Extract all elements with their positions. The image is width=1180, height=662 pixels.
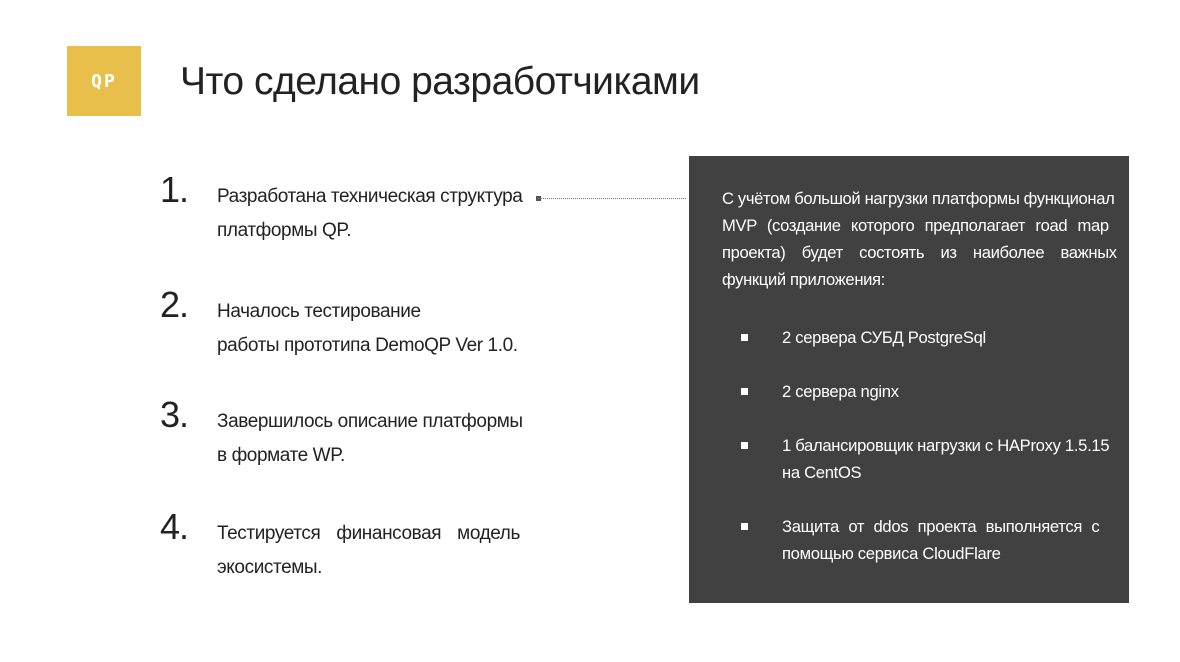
list-number: 1. xyxy=(160,169,189,210)
list-line: Завершилось описание платформы xyxy=(217,411,523,432)
mvp-info-panel xyxy=(689,156,1129,603)
square-bullet-icon xyxy=(741,442,748,449)
bullet-text xyxy=(782,432,1110,486)
square-bullet-icon xyxy=(741,523,748,530)
square-bullet-icon xyxy=(741,388,748,395)
panel-intro-line: функций приложения: xyxy=(722,270,885,289)
list-line: в формате WP. xyxy=(217,445,345,466)
list-number: 3. xyxy=(160,394,189,435)
list-word: модель xyxy=(457,523,520,544)
bullet-line: на CentOS xyxy=(782,463,862,482)
panel-intro-line: проекта) будет состоять из наиболее важных xyxy=(722,243,1117,262)
bullet-line: 1 балансировщик нагрузки с HAProxy 1.5.15 xyxy=(782,436,1110,455)
square-bullet-icon xyxy=(741,334,748,341)
list-word: финансовая xyxy=(336,523,442,544)
list-word: Тестируется xyxy=(217,523,321,544)
list-number: 2. xyxy=(160,284,189,325)
bullet-line: Защита от ddos проекта выполняется с xyxy=(782,517,1100,536)
page-title: Что сделано разработчиками xyxy=(180,60,700,103)
list-line-justified xyxy=(217,517,520,551)
list-line: экосистемы. xyxy=(217,557,323,578)
dotted-connector-line xyxy=(538,198,686,201)
bullet-line: 2 сервера СУБД PostgreSql xyxy=(782,328,986,347)
bullet-line: помощью сервиса CloudFlare xyxy=(782,544,1001,563)
bullet-text xyxy=(782,324,1095,351)
bullet-line: 2 сервера nginx xyxy=(782,382,899,401)
list-text xyxy=(217,295,522,363)
panel-intro-line: MVP (создание которого предполагает road map xyxy=(722,216,1109,235)
list-line: Разработана техническая структура xyxy=(217,186,523,207)
list-text xyxy=(217,180,522,248)
qp-logo xyxy=(67,46,141,116)
list-number: 4. xyxy=(160,506,189,547)
list-line: Началось тестирование xyxy=(217,301,421,322)
list-text xyxy=(217,517,522,585)
list-line: работы прототипа DemoQP Ver 1.0. xyxy=(217,335,518,356)
list-text xyxy=(217,405,522,473)
panel-intro-line: С учётом большой нагрузки платформы функционал xyxy=(722,189,1115,208)
panel-intro xyxy=(722,185,1117,293)
bullet-text xyxy=(782,513,1100,567)
list-line: платформы QP. xyxy=(217,220,352,241)
logo-text: QP xyxy=(91,70,117,92)
bullet-text xyxy=(782,378,1095,405)
